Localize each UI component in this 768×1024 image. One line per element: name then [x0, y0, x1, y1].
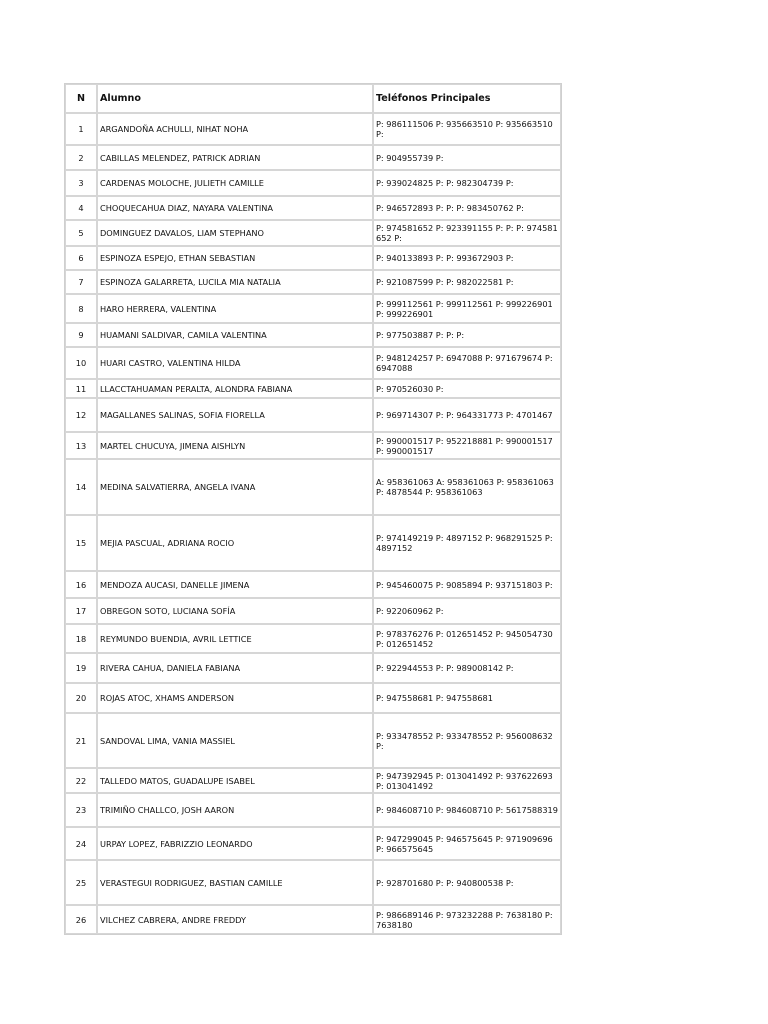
table-row	[65, 270, 561, 294]
student-name: CABILLAS MELENDEZ, PATRICK ADRIAN	[97, 145, 373, 170]
row-number: 3	[65, 170, 97, 196]
row-number: 24	[65, 827, 97, 860]
phone-numbers: P: 946572893 P: P: P: 983450762 P:	[373, 196, 561, 220]
phone-numbers: P: 922060962 P:	[373, 598, 561, 624]
student-name: VERASTEGUI RODRIGUEZ, BASTIAN CAMILLE	[97, 860, 373, 905]
row-number: 11	[65, 379, 97, 398]
header-number: N	[65, 84, 97, 113]
phone-numbers: P: 947392945 P: 013041492 P: 937622693 P: 013041492	[373, 768, 561, 793]
phone-numbers: P: 947558681 P: 947558681	[373, 683, 561, 713]
table-row	[65, 905, 561, 934]
header-phones: Teléfonos Principales	[373, 84, 561, 113]
student-name: MAGALLANES SALINAS, SOFIA FIORELLA	[97, 398, 373, 432]
row-number: 21	[65, 713, 97, 768]
row-number: 5	[65, 220, 97, 246]
table-row	[65, 379, 561, 398]
header-student: Alumno	[97, 84, 373, 113]
table-row	[65, 432, 561, 459]
table-row	[65, 220, 561, 246]
phone-numbers: P: 974149219 P: 4897152 P: 968291525 P: 4897152	[373, 515, 561, 571]
student-name: CHOQUECAHUA DIAZ, NAYARA VALENTINA	[97, 196, 373, 220]
row-number: 14	[65, 459, 97, 515]
student-name: ROJAS ATOC, XHAMS ANDERSON	[97, 683, 373, 713]
student-name: HUAMANI SALDIVAR, CAMILA VALENTINA	[97, 323, 373, 347]
student-name: MEJIA PASCUAL, ADRIANA ROCIO	[97, 515, 373, 571]
row-number: 10	[65, 347, 97, 379]
table-row	[65, 294, 561, 323]
table-row	[65, 860, 561, 905]
phone-numbers: P: 984608710 P: 984608710 P: 5617588319	[373, 793, 561, 827]
table-row	[65, 113, 561, 145]
phone-numbers: P: 921087599 P: P: 982022581 P:	[373, 270, 561, 294]
header-row	[65, 84, 561, 113]
student-phone-table	[64, 83, 562, 935]
phone-numbers: P: 928701680 P: P: 940800538 P:	[373, 860, 561, 905]
table-row	[65, 170, 561, 196]
student-name: URPAY LOPEZ, FABRIZZIO LEONARDO	[97, 827, 373, 860]
phone-numbers: P: 939024825 P: P: 982304739 P:	[373, 170, 561, 196]
student-name: LLACCTAHUAMAN PERALTA, ALONDRA FABIANA	[97, 379, 373, 398]
row-number: 20	[65, 683, 97, 713]
phone-numbers: A: 958361063 A: 958361063 P: 958361063 P: 4878544 P: 958361063	[373, 459, 561, 515]
student-name: MEDINA SALVATIERRA, ANGELA IVANA	[97, 459, 373, 515]
table-row	[65, 323, 561, 347]
student-name: SANDOVAL LIMA, VANIA MASSIEL	[97, 713, 373, 768]
table-row	[65, 793, 561, 827]
table-row	[65, 515, 561, 571]
student-name: VILCHEZ CABRERA, ANDRE FREDDY	[97, 905, 373, 934]
table-row	[65, 653, 561, 683]
table-row	[65, 827, 561, 860]
phone-numbers: P: 945460075 P: 9085894 P: 937151803 P:	[373, 571, 561, 598]
table-body	[65, 113, 561, 934]
row-number: 18	[65, 624, 97, 653]
row-number: 7	[65, 270, 97, 294]
phone-numbers: P: 986689146 P: 973232288 P: 7638180 P: 7638180	[373, 905, 561, 934]
table-row	[65, 246, 561, 270]
table-row	[65, 768, 561, 793]
phone-numbers: P: 947299045 P: 946575645 P: 971909696 P: 966575645	[373, 827, 561, 860]
table-row	[65, 571, 561, 598]
row-number: 2	[65, 145, 97, 170]
student-name: OBREGON SOTO, LUCIANA SOFÍA	[97, 598, 373, 624]
student-name: RIVERA CAHUA, DANIELA FABIANA	[97, 653, 373, 683]
row-number: 23	[65, 793, 97, 827]
phone-numbers: P: 974581652 P: 923391155 P: P: P: 974581652 P:	[373, 220, 561, 246]
table-row	[65, 624, 561, 653]
student-name: HARO HERRERA, VALENTINA	[97, 294, 373, 323]
phone-numbers: P: 922944553 P: P: 989008142 P:	[373, 653, 561, 683]
row-number: 9	[65, 323, 97, 347]
student-name: HUARI CASTRO, VALENTINA HILDA	[97, 347, 373, 379]
phone-numbers: P: 990001517 P: 952218881 P: 990001517 P: 990001517	[373, 432, 561, 459]
student-name: TRIMIÑO CHALLCO, JOSH AARON	[97, 793, 373, 827]
student-name: MENDOZA AUCASI, DANELLE JIMENA	[97, 571, 373, 598]
phone-numbers: P: 970526030 P:	[373, 379, 561, 398]
phone-numbers: P: 977503887 P: P: P:	[373, 323, 561, 347]
phone-numbers: P: 999112561 P: 999112561 P: 999226901 P: 999226901	[373, 294, 561, 323]
row-number: 16	[65, 571, 97, 598]
table-row	[65, 459, 561, 515]
student-name: ESPINOZA ESPEJO, ETHAN SEBASTIAN	[97, 246, 373, 270]
row-number: 17	[65, 598, 97, 624]
row-number: 25	[65, 860, 97, 905]
phone-numbers: P: 969714307 P: P: 964331773 P: 4701467	[373, 398, 561, 432]
student-name: TALLEDO MATOS, GUADALUPE ISABEL	[97, 768, 373, 793]
student-name: REYMUNDO BUENDIA, AVRIL LETTICE	[97, 624, 373, 653]
row-number: 4	[65, 196, 97, 220]
student-name: CARDENAS MOLOCHE, JULIETH CAMILLE	[97, 170, 373, 196]
student-name: ARGANDOÑA ACHULLI, NIHAT NOHA	[97, 113, 373, 145]
student-name: ESPINOZA GALARRETA, LUCILA MIA NATALIA	[97, 270, 373, 294]
table-row	[65, 347, 561, 379]
row-number: 26	[65, 905, 97, 934]
table-row	[65, 398, 561, 432]
row-number: 19	[65, 653, 97, 683]
student-name: DOMINGUEZ DAVALOS, LIAM STEPHANO	[97, 220, 373, 246]
phone-numbers: P: 940133893 P: P: 993672903 P:	[373, 246, 561, 270]
phone-numbers: P: 904955739 P:	[373, 145, 561, 170]
row-number: 6	[65, 246, 97, 270]
phone-numbers: P: 948124257 P: 6947088 P: 971679674 P: 6947088	[373, 347, 561, 379]
table-row	[65, 196, 561, 220]
phone-numbers: P: 933478552 P: 933478552 P: 956008632 P:	[373, 713, 561, 768]
phone-numbers: P: 986111506 P: 935663510 P: 935663510 P:	[373, 113, 561, 145]
phone-numbers: P: 978376276 P: 012651452 P: 945054730 P: 012651452	[373, 624, 561, 653]
table-row	[65, 713, 561, 768]
row-number: 1	[65, 113, 97, 145]
row-number: 13	[65, 432, 97, 459]
student-name: MARTEL CHUCUYA, JIMENA AISHLYN	[97, 432, 373, 459]
row-number: 15	[65, 515, 97, 571]
row-number: 8	[65, 294, 97, 323]
row-number: 12	[65, 398, 97, 432]
table-row	[65, 145, 561, 170]
table-row	[65, 598, 561, 624]
row-number: 22	[65, 768, 97, 793]
table-row	[65, 683, 561, 713]
